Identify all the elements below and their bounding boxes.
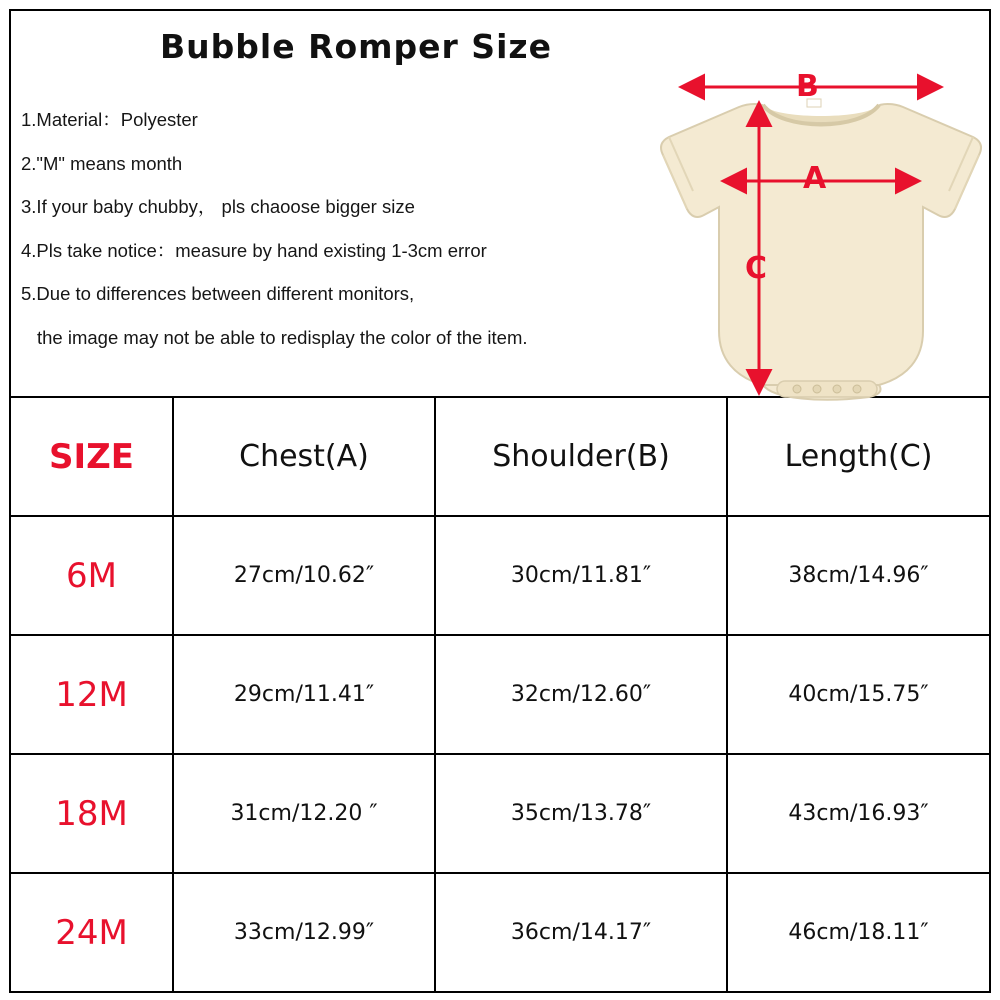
- cell-chest: 33cm/12.99″: [174, 874, 436, 991]
- cell-length: 43cm/16.93″: [788, 801, 929, 826]
- note-item: 1.Material：Polyester: [21, 109, 198, 130]
- label-chest-a: A: [803, 161, 827, 196]
- cell-size: 24M: [11, 874, 174, 991]
- cell-length: 38cm/14.96″: [788, 563, 929, 588]
- notes-list: [21, 111, 641, 347]
- cell-shoulder: 35cm/13.78″: [436, 755, 728, 872]
- cell-length: 46cm/18.11″: [788, 920, 929, 945]
- garment-diagram: [611, 41, 991, 401]
- note-item: the image may not be able to redisplay the color of the item.: [37, 326, 528, 348]
- table-row: [11, 517, 989, 636]
- header-shoulder: Shoulder(B): [436, 398, 728, 515]
- header-size: SIZE: [11, 398, 174, 515]
- cell-shoulder: 32cm/12.60″: [436, 636, 728, 753]
- cell-chest: 27cm/10.62″: [174, 517, 436, 634]
- cell-size: 18M: [11, 755, 174, 872]
- note-item: 2."M" means month: [21, 152, 183, 174]
- cell-size: 6M: [11, 517, 174, 634]
- note-item: 4.Pls take notice：measure by hand existing 1-3cm error: [21, 239, 487, 261]
- cell-length: 40cm/15.75″: [788, 682, 929, 707]
- cell-shoulder: 36cm/14.17″: [436, 874, 728, 991]
- table-header-row: [11, 398, 989, 517]
- label-length-c: C: [745, 251, 768, 286]
- romper-shape: [661, 99, 981, 400]
- label-shoulder-b: B: [796, 69, 819, 104]
- cell-size: 12M: [11, 636, 174, 753]
- table-row: [11, 636, 989, 755]
- header-chest: Chest(A): [174, 398, 436, 515]
- table-row: [11, 755, 989, 874]
- size-table: [9, 398, 991, 993]
- cell-chest: 29cm/11.41″: [174, 636, 436, 753]
- header-length: Length(C): [784, 439, 933, 474]
- table-row: [11, 874, 989, 991]
- note-item: 3.If your baby chubby， pls chaoose bigger size: [21, 196, 415, 217]
- info-panel: [9, 9, 991, 398]
- cell-chest: 31cm/12.20 ″: [174, 755, 436, 872]
- note-item: 5.Due to differences between different monitors,: [21, 283, 415, 304]
- page-title: Bubble Romper Size: [160, 27, 552, 66]
- cell-shoulder: 30cm/11.81″: [436, 517, 728, 634]
